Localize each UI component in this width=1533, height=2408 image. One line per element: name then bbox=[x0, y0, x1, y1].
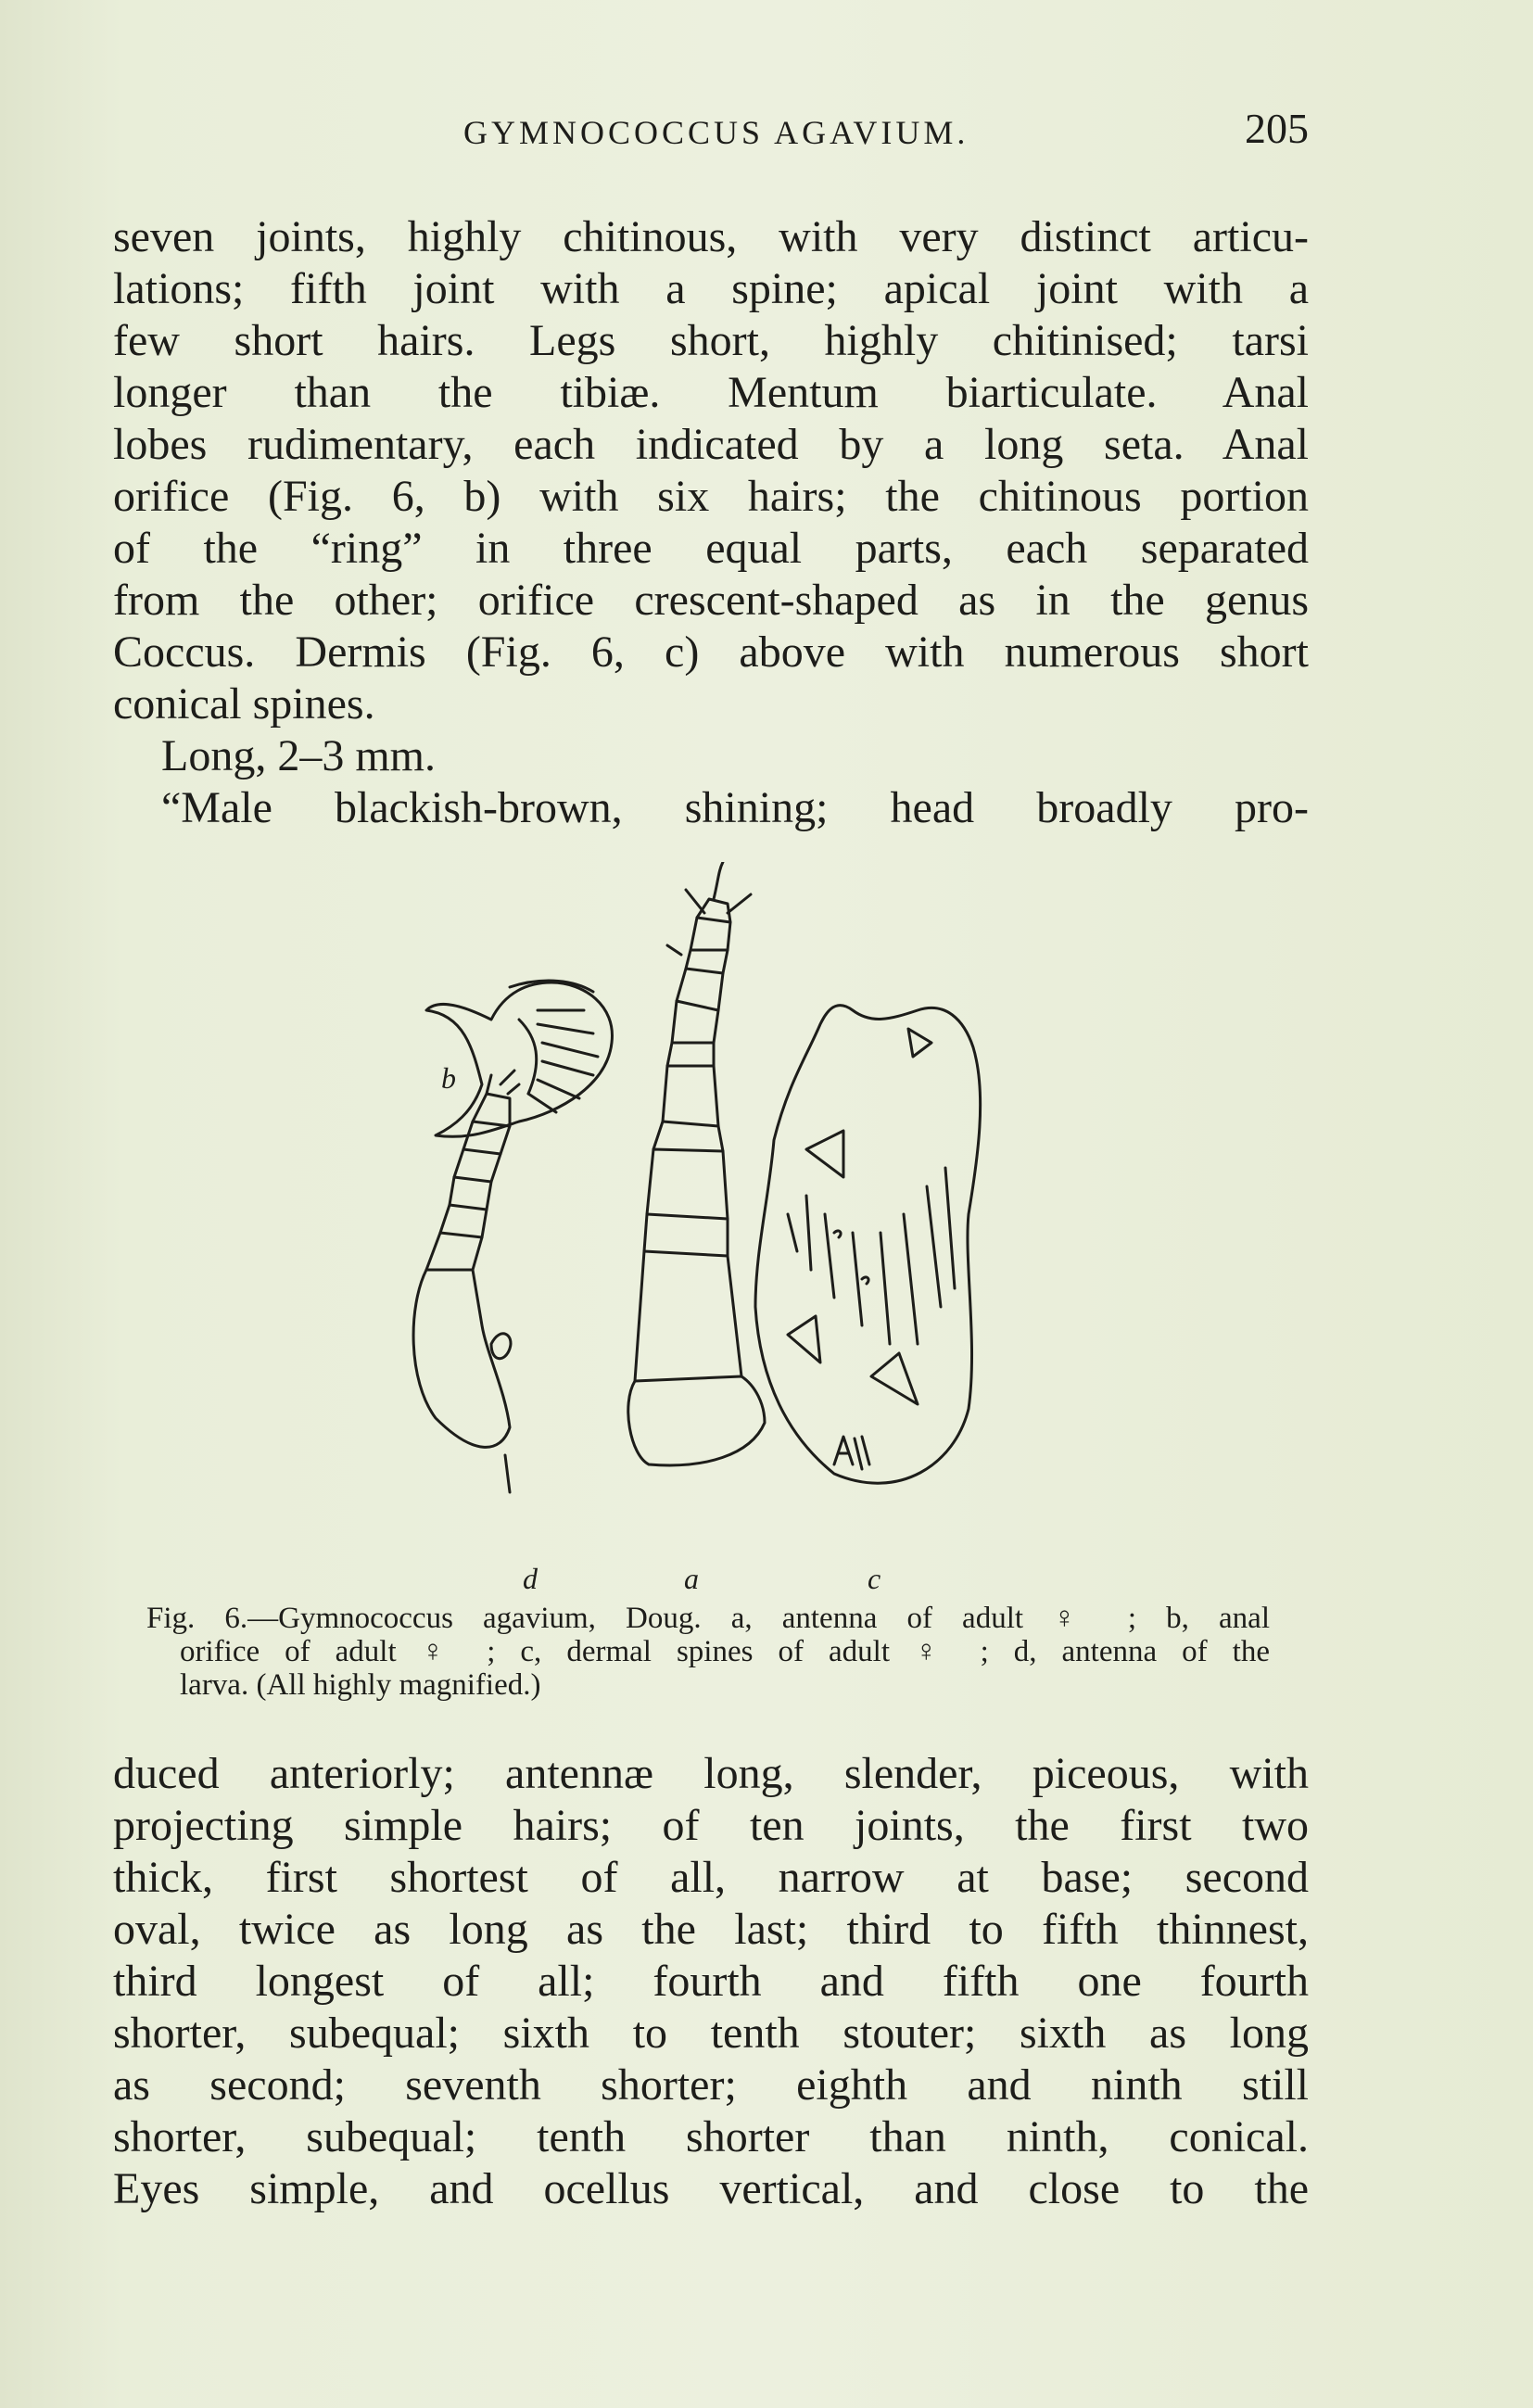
dermal-spines-drawing bbox=[755, 1006, 981, 1484]
text-line: lobes rudimentary, each indicated by a long seta. Anal bbox=[113, 420, 1309, 469]
text-line: shorter, subequal; tenth shorter than ninth, conical. bbox=[113, 2112, 1309, 2161]
text-line: oval, twice as long as the last; third to fifth thinnest, bbox=[113, 1905, 1309, 1954]
figure-label-d: d bbox=[523, 1562, 538, 1595]
figure-label-a: a bbox=[684, 1562, 699, 1595]
text-line: as second; seventh shorter; eighth and ninth still bbox=[113, 2060, 1309, 2110]
artist-monogram bbox=[834, 1437, 869, 1469]
text-line-male: “Male blackish-brown, shining; head broadly pro- bbox=[161, 783, 1309, 832]
figure-6-illustration bbox=[399, 862, 992, 1557]
page-number: 205 bbox=[1245, 105, 1309, 152]
text-line: shorter, subequal; sixth to tenth stouter; sixth as long bbox=[113, 2009, 1309, 2058]
figure-label-c: c bbox=[868, 1562, 881, 1595]
figure-caption bbox=[146, 1602, 1270, 1702]
larva-antenna-drawing bbox=[413, 1071, 519, 1492]
text-line: of the “ring” in three equal parts, each separated bbox=[113, 524, 1309, 573]
text-line: from the other; orifice crescent-shaped as in the genus bbox=[113, 576, 1309, 625]
adult-antenna-drawing bbox=[628, 862, 765, 1465]
text-line-coccus: Coccus. Dermis (Fig. 6, c) above with numerous short bbox=[113, 627, 1309, 677]
caption-line: Fig. 6.—Gymnococcus agavium, Doug. a, antenna of adult ♀ ; b, anal bbox=[146, 1602, 1270, 1635]
text-line-length: Long, 2–3 mm. bbox=[161, 731, 436, 780]
text-line: seven joints, highly chitinous, with very distinct articu- bbox=[113, 212, 1309, 261]
caption-line: orifice of adult ♀ ; c, dermal spines of adult ♀ ; d, antenna of the bbox=[180, 1635, 1270, 1668]
text-line: few short hairs. Legs short, highly chitinised; tarsi bbox=[113, 316, 1309, 365]
figure-label-b: b bbox=[441, 1061, 456, 1095]
text-line: orifice (Fig. 6, b) with six hairs; the chitinous portion bbox=[113, 472, 1309, 521]
text-line: projecting simple hairs; of ten joints, the first two bbox=[113, 1801, 1309, 1850]
text-line: duced anteriorly; antennæ long, slender, piceous, with bbox=[113, 1749, 1309, 1798]
anal-orifice-drawing bbox=[426, 981, 612, 1136]
body-text-bottom bbox=[113, 1748, 1309, 2215]
running-title: GYMNOCOCCUS AGAVIUM. bbox=[463, 114, 969, 151]
text-line: lations; fifth joint with a spine; apical joint with a bbox=[113, 264, 1309, 313]
body-text-top bbox=[113, 211, 1309, 834]
figure-labels bbox=[0, 1061, 1533, 1599]
text-line: third longest of all; fourth and fifth one fourth bbox=[113, 1957, 1309, 2006]
page-header bbox=[113, 104, 1309, 159]
text-line: Eyes simple, and ocellus vertical, and close to the bbox=[113, 2164, 1309, 2213]
caption-line: larva. (All highly magnified.) bbox=[180, 1668, 541, 1702]
text-line: thick, first shortest of all, narrow at base; second bbox=[113, 1853, 1309, 1902]
text-line: longer than the tibiæ. Mentum biarticulate. Anal bbox=[113, 368, 1309, 417]
text-line: conical spines. bbox=[113, 679, 375, 729]
